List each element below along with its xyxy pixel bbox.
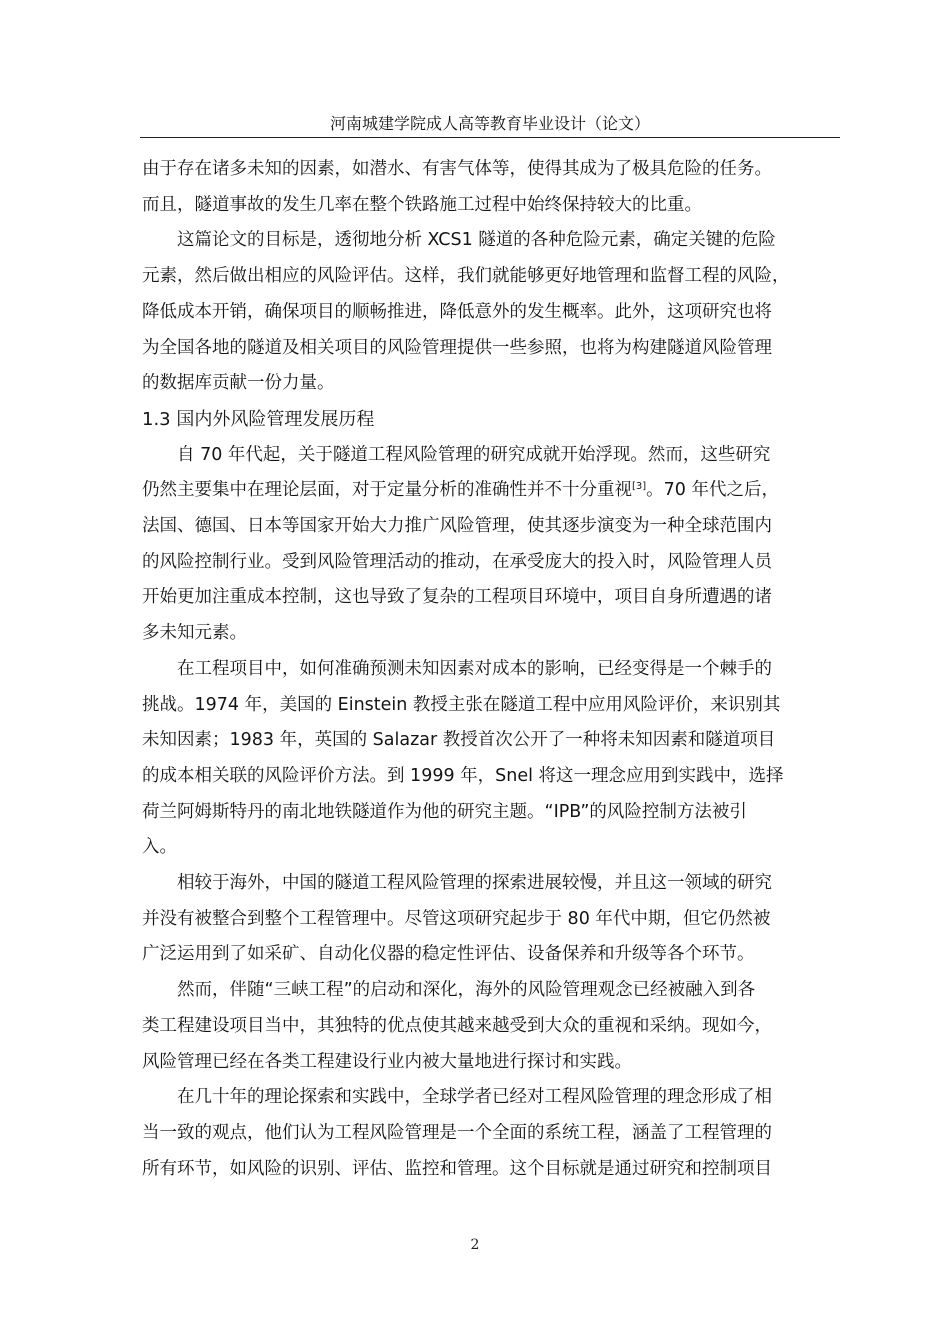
text-line: 的成本相关联的风险评价方法。到 1999 年，Snel 将这一理念应用到实践中，选择 xyxy=(142,765,784,786)
paragraph-2 xyxy=(142,223,842,402)
header-divider xyxy=(140,137,840,138)
paragraph-1 xyxy=(142,152,842,223)
text-line: 广泛运用到了如采矿、自动化仪器的稳定性评估、设备保养和升级等各个环节。 xyxy=(142,944,755,965)
text-line: 的风险控制行业。受到风险管理活动的推动，在承受庞大的投入时，风险管理人员 xyxy=(142,551,772,572)
text-line-with-citation xyxy=(142,473,842,509)
text-line: 的数据库贡献一份力量。 xyxy=(142,373,335,394)
text-line: 挑战。1974 年，美国的 Einstein 教授主张在隧道工程中应用风险评价，来识别其 xyxy=(142,694,781,715)
text-line: 元素，然后做出相应的风险评估。这样，我们就能够更好地管理和监督工程的风险， xyxy=(142,266,790,287)
page-number: 2 xyxy=(470,1237,480,1253)
paragraph-7 xyxy=(142,1080,842,1187)
text-line: 为全国各地的隧道及相关项目的风险管理提供一些参照，也将为构建隧道风险管理 xyxy=(142,337,772,358)
body-text xyxy=(142,152,842,1187)
text-segment: 仍然主要集中在理论层面，对于定量分析的准确性并不十分重视 xyxy=(142,480,632,501)
text-line: 法国、德国、日本等国家开始大力推广风险管理，使其逐步演变为一种全球范围内 xyxy=(142,516,772,537)
text-line: 然而，伴随“三峡工程”的启动和深化，海外的风险管理观念已经被融入到各 xyxy=(177,980,756,1001)
text-line: 开始更加注重成本控制，这也导致了复杂的工程项目环境中，项目自身所遭遇的诸 xyxy=(142,587,772,608)
text-segment: 。70 年代之后， xyxy=(646,480,780,501)
text-line: 降低成本开销，确保项目的顺畅推进，降低意外的发生概率。此外，这项研究也将 xyxy=(142,301,772,322)
paragraph-6 xyxy=(142,973,842,1080)
text-line: 这篇论文的目标是，透彻地分析 XCS1 隧道的各种危险元素，确定关键的危险 xyxy=(177,230,776,251)
paragraph-4 xyxy=(142,652,842,866)
text-line: 在工程项目中，如何准确预测未知因素对成本的影响，已经变得是一个棘手的 xyxy=(177,658,772,679)
text-line: 自 70 年代起，关于隧道工程风险管理的研究成就开始浮现。然而，这些研究 xyxy=(177,444,771,465)
text-line: 多未知元素。 xyxy=(142,623,247,644)
text-line: 未知因素；1983 年，英国的 Salazar 教授首次公开了一种将未知因素和隧道项目 xyxy=(142,730,776,751)
paragraph-3 xyxy=(142,438,842,652)
text-line: 并没有被整合到整个工程管理中。尽管这项研究起步于 80 年代中期，但它仍然被 xyxy=(142,908,771,929)
text-line: 荷兰阿姆斯特丹的南北地铁隧道作为他的研究主题。“IPB”的风险控制方法被引 xyxy=(142,801,747,822)
text-line: 所有环节，如风险的识别、评估、监控和管理。这个目标就是通过研究和控制项目 xyxy=(142,1158,772,1179)
text-line: 而且，隧道事故的发生几率在整个铁路施工过程中始终保持较大的比重。 xyxy=(142,194,702,215)
text-line: 由于存在诸多未知的因素，如潜水、有害气体等，使得其成为了极具危险的任务。 xyxy=(142,159,772,179)
text-line: 风险管理已经在各类工程建设行业内被大量地进行探讨和实践。 xyxy=(142,1051,632,1072)
text-line: 类工程建设项目当中，其独特的优点使其越来越受到大众的重视和采纳。现如今， xyxy=(142,1015,772,1036)
text-line: 在几十年的理论探索和实践中，全球学者已经对工程风险管理的理念形成了相 xyxy=(177,1087,772,1108)
citation-mark: [3] xyxy=(632,481,647,493)
text-line: 当一致的观点，他们认为工程风险管理是一个全面的系统工程，涵盖了工程管理的 xyxy=(142,1122,772,1143)
paragraph-5 xyxy=(142,866,842,973)
page-header: 河南城建学院成人高等教育毕业设计（论文） xyxy=(329,114,650,133)
text-line: 相较于海外，中国的隧道工程风险管理的探索进展较慢，并且这一领域的研究 xyxy=(177,873,772,894)
text-line: 入。 xyxy=(142,837,177,858)
section-heading: 1.3 国内外风险管理发展历程 xyxy=(142,408,375,430)
